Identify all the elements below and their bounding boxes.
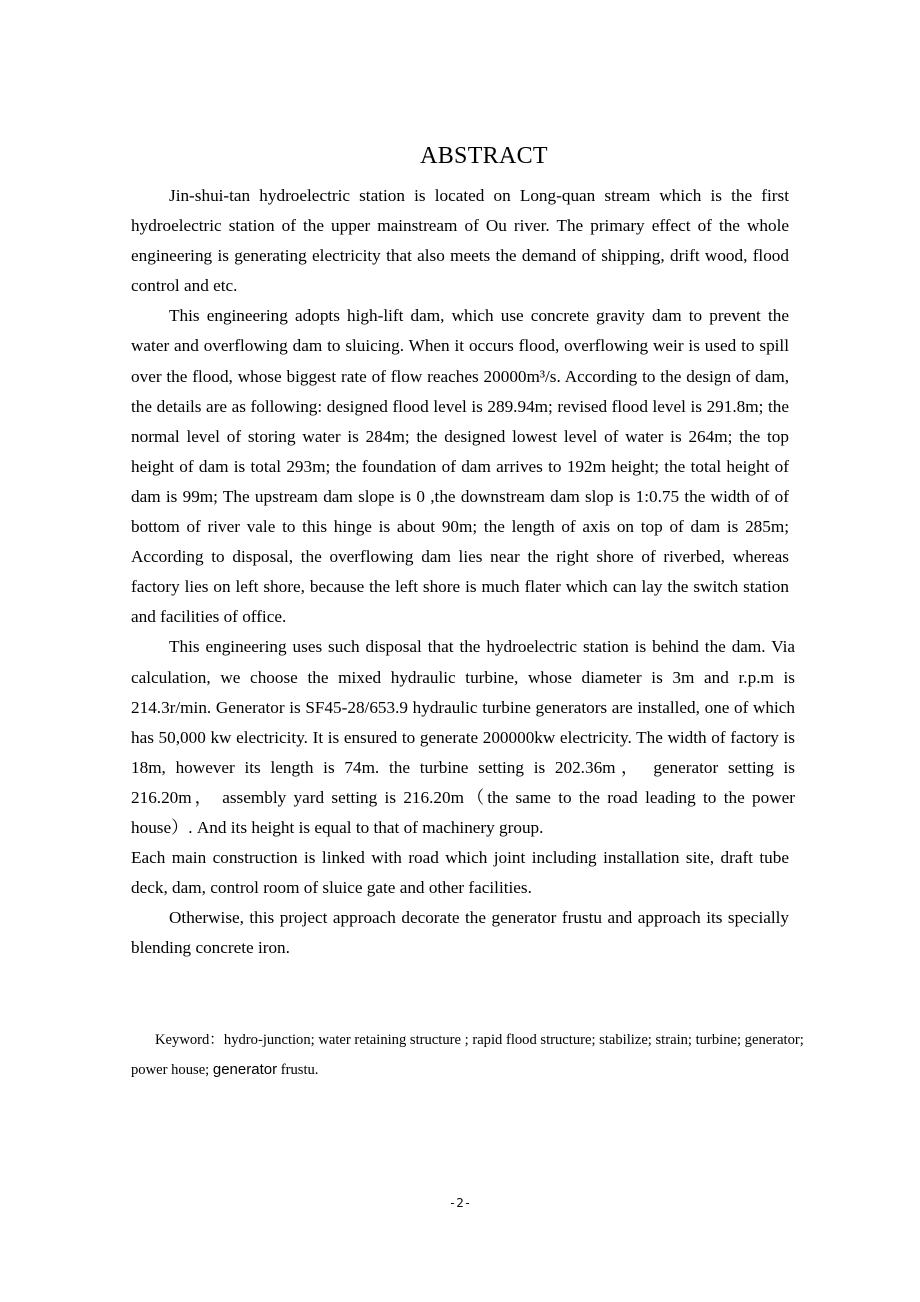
abstract-paragraph-3: This engineering uses such disposal that the hydroelectric station is behind the dam. Via calculation, we choose the mixed hydraulic turbine, whose diameter is 3m and r.p.m is 214.3r/min. Generator is SF45-28/653.9 hydraulic turbine generators are installed, one of which has 50,000 kw electricity. It is ensured to generate 200000kw electricity. The width of factory is 18m, however its length is 74m. the turbine setting is 202.36m， generator setting is 216.20m， assembly yard setting is 216.20m（the same to the road leading to the power house）. And its height is equal to that of machinery group.: [131, 637, 795, 837]
abstract-paragraph-5: Otherwise, this project approach decorate the generator frustu and approach its specially blending concrete iron.: [131, 908, 789, 958]
keywords-list: hydro-junction; water retaining structure ; rapid flood structure; stabilize; strain; turbine; generator; power house;: [131, 1032, 804, 1078]
keywords-end: frustu.: [277, 1062, 319, 1078]
keywords-label: Keyword：: [155, 1032, 224, 1048]
abstract-title: ABSTRACT: [420, 143, 548, 169]
keywords-section: [131, 1026, 811, 1085]
keywords-generator-term: generator: [212, 1061, 278, 1078]
abstract-body: [131, 181, 795, 963]
abstract-paragraph-1: Jin-shui-tan hydroelectric station is located on Long-quan stream which is the first hydroelectric station of the upper mainstream of Ou river. The primary effect of the whole engineering is generating electricity that also meets the demand of shipping, drift wood, flood control and etc.: [131, 186, 789, 296]
page-number: -2-: [448, 1195, 472, 1210]
abstract-paragraph-4: Each main construction is linked with road which joint including installation site, draft tube deck, dam, control room of sluice gate and other facilities.: [131, 848, 789, 898]
abstract-paragraph-2: This engineering adopts high-lift dam, which use concrete gravity dam to prevent the water and overflowing dam to sluicing. When it occurs flood, overflowing weir is used to spill over the flood, whose biggest rate of flow reaches 20000m³/s. According to the design of dam, the details are as following: designed flood level is 289.94m; revised flood level is 291.8m; the normal level of storing water is 284m; the designed lowest level of water is 264m; the top height of dam is total 293m; the foundation of dam arrives to 192m height; the total height of dam is 99m; The upstream dam slope is 0 ,the downstream dam slop is 1:0.75 the width of of bottom of river vale to this hinge is about 90m; the length of axis on top of dam is 285m; According to disposal, the overflowing dam lies near the right shore of riverbed, whereas factory lies on left shore, because the left shore is much flater which can lay the switch station and facilities of office.: [131, 306, 789, 627]
